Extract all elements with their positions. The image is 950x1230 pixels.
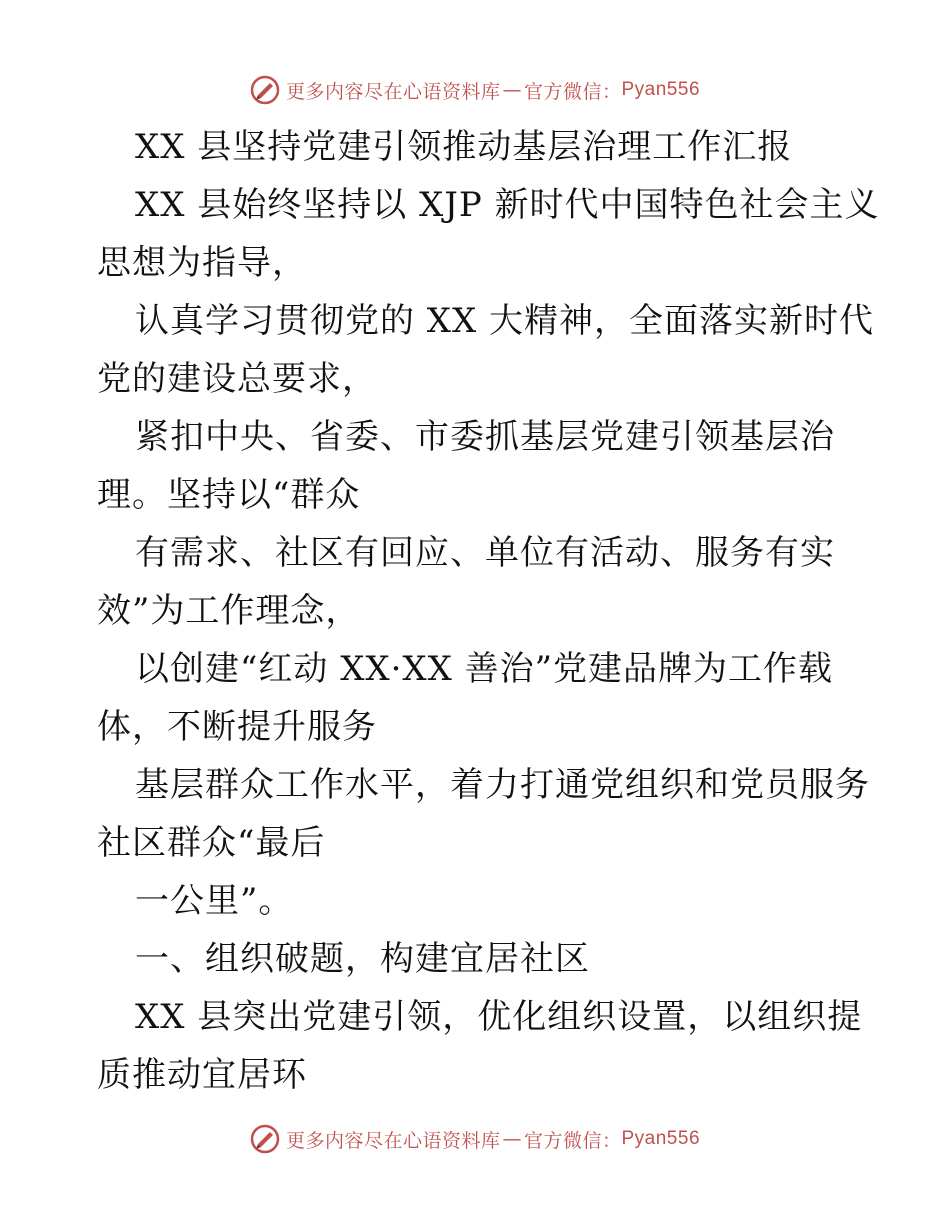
watermark-text: 更多内容尽在心语资料库	[285, 80, 501, 103]
paragraph-line: 认真学习贯彻党的 XX 大精神，全面落实新时代	[135, 301, 875, 341]
paragraph-line: XX 县突出党建引领，优化组织设置，以组织提	[135, 997, 863, 1037]
pen-logo-icon	[250, 75, 280, 105]
paragraph-line: 有需求、社区有回应、单位有活动、服务有实	[135, 533, 835, 573]
paragraph-line: 紧扣中央、省委、市委抓基层党建引领基层治	[135, 417, 835, 457]
paragraph-line: 以创建“红动 XX·XX 善治”党建品牌为工作载	[135, 649, 834, 689]
paragraph-line: 体，不断提升服务	[97, 707, 377, 747]
footer-watermark	[0, 1119, 950, 1159]
paragraph-line: 基层群众工作水平，着力打通党组织和党员服务	[135, 765, 870, 805]
watermark-suffix: 官方微信：	[523, 1129, 622, 1152]
section-heading: 一、组织破题，构建宜居社区	[135, 939, 590, 979]
watermark-separator: —	[502, 1128, 522, 1150]
paragraph-line: 思想为指导，	[97, 243, 307, 283]
watermark-id: Pyan556	[621, 79, 701, 100]
paragraph-line: 社区群众“最后	[97, 823, 326, 863]
watermark-id: Pyan556	[621, 1128, 701, 1149]
document-body	[97, 118, 880, 1104]
watermark-suffix: 官方微信：	[523, 80, 622, 103]
header-watermark	[0, 70, 950, 110]
paragraph-line: 党的建设总要求，	[97, 359, 377, 399]
watermark-text: 更多内容尽在心语资料库	[285, 1129, 501, 1152]
pen-logo-icon	[250, 1124, 280, 1154]
document-title: XX 县坚持党建引领推动基层治理工作汇报	[135, 127, 793, 167]
paragraph-line: 理。坚持以“群众	[97, 475, 361, 515]
paragraph-line: 一公里”。	[135, 881, 294, 921]
paragraph-line: XX 县始终坚持以 XJP 新时代中国特色社会主义	[135, 185, 880, 225]
watermark-separator: —	[502, 79, 522, 101]
paragraph-line: 质推动宜居环	[97, 1055, 307, 1095]
paragraph-line: 效”为工作理念，	[97, 591, 361, 631]
